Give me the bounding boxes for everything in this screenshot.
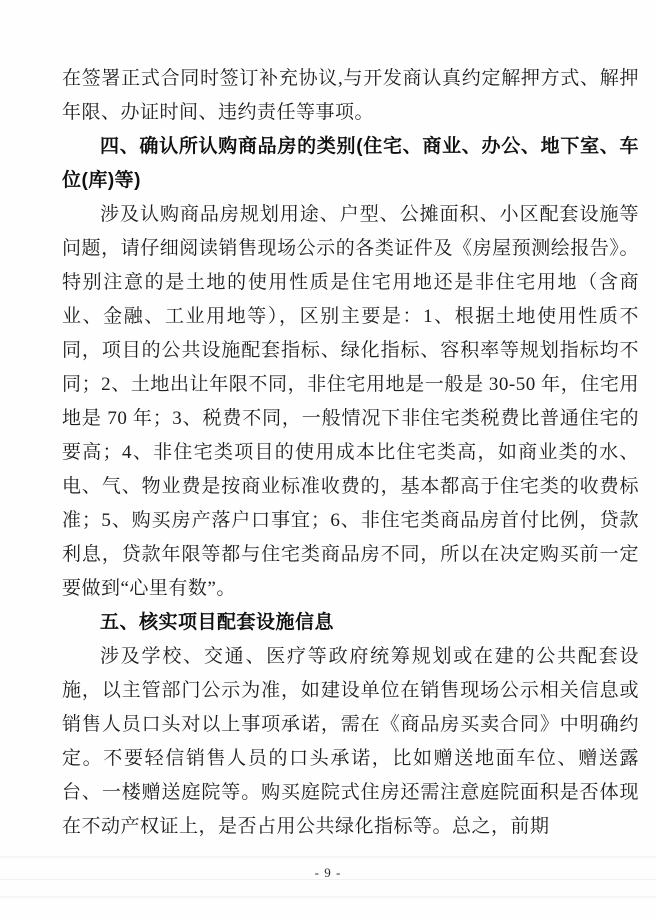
page-number: - 9 - [314,865,342,880]
scan-artifact-line [0,856,656,858]
scan-artifact-line [0,896,656,898]
page-footer [0,864,656,882]
section-heading: 五、核实项目配套设施信息 [100,612,335,633]
body-paragraph: 涉及认购商品房规划用途、户型、公摊面积、小区配套设施等问题，请仔细阅读销售现场公示的各类证件及《房屋预测绘报告》。特别注意的是土地的使用性质是住宅用地还是非住宅用地（含商业、金融、工业用地等），区别主要是：1、根据土地使用性质不同，项目的公共设施配套指标、绿化指标、容积率等规划指标均不同；2、土地出让年限不同，非住宅用地是一般是 30-50 年，住宅用地是 70 年；3、税费不同，一般情况下非住宅类税费比普通住宅的要高；4、非住宅类项目的使用成本比住宅类高，如商业类的水、电、气、物业费是按商业标准收费的，基本都高于住宅类的收费标准；5、购买房产落户口事宜；6、非住宅类商品房首付比例，贷款利息，贷款年限等都与住宅类商品房不同，所以在决定购买前一定要做到“心里有数”。 [62,204,639,599]
document-body [62,62,639,844]
body-paragraph: 在签署正式合同时签订补充协议,与开发商认真约定解押方式、解押年限、办证时间、违约责任等事项。 [62,68,639,123]
section-heading: 四、确认所认购商品房的类别(住宅、商业、办公、地下室、车位(库)等) [62,136,639,191]
body-paragraph: 涉及学校、交通、医疗等政府统筹规划或在建的公共配套设施，以主管部门公示为准，如建设单位在销售现场公示相关信息或销售人员口头对以上事项承诺，需在《商品房买卖合同》中明确约定。不要轻信销售人员的口头承诺，比如赠送地面车位、赠送露台、一楼赠送庭院等。购买庭院式住房还需注意庭院面积是否体现在不动产权证上，是否占用公共绿化指标等。总之，前期 [62,646,639,837]
